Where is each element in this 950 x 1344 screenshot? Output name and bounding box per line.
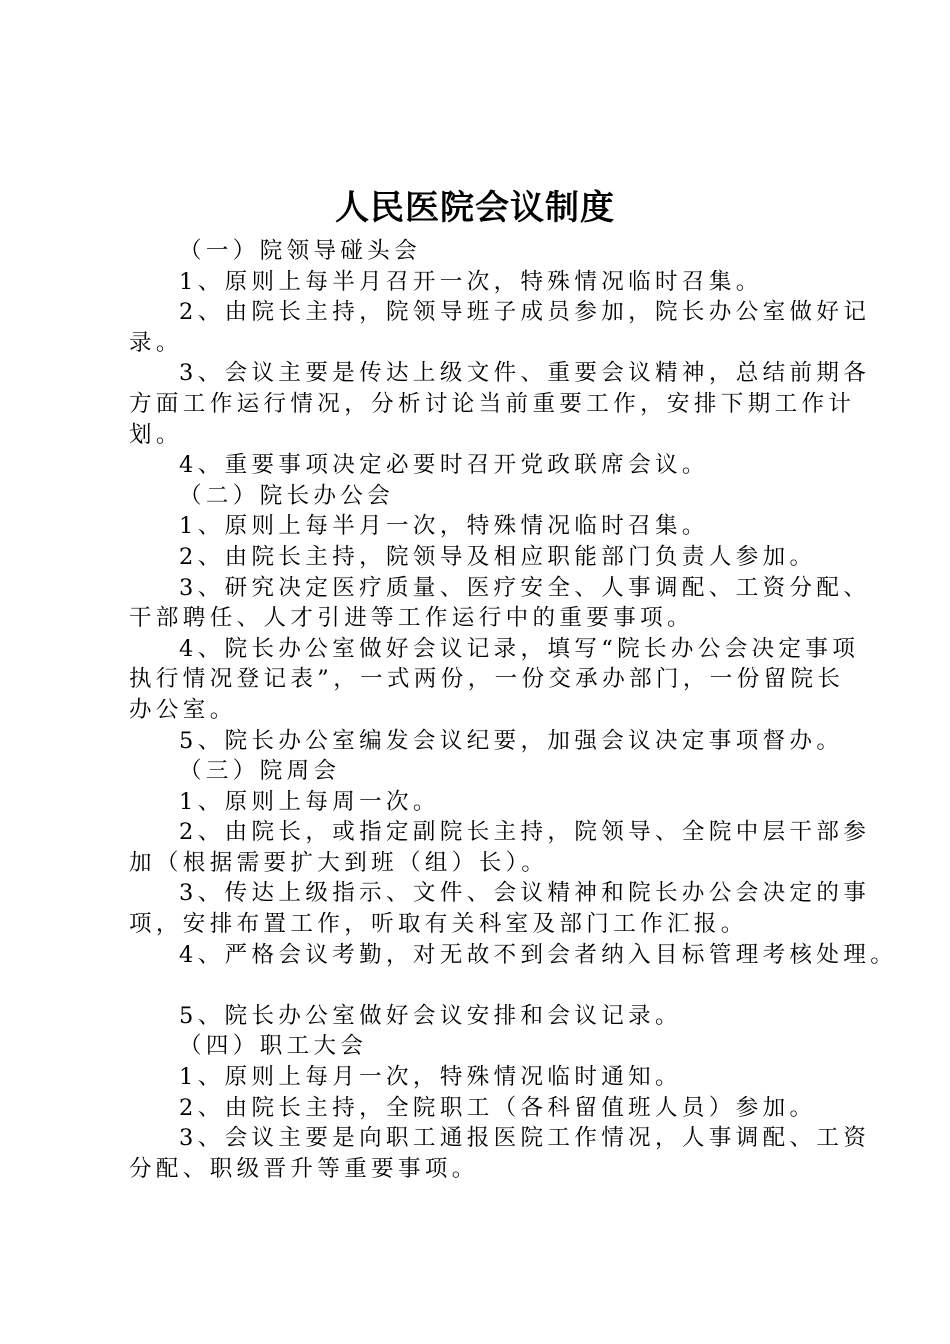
paragraph-line: 2、由院长主持，院领导班子成员参加，院长办公室做好记 xyxy=(179,299,871,326)
paragraph-line: 4、院长办公室做好会议记录，填写“院长办公会决定事项 xyxy=(179,635,860,662)
paragraph-line: 方面工作运行情况，分析讨论当前重要工作，安排下期工作计 xyxy=(129,390,856,417)
paragraph-line: 3、传达上级指示、文件、会议精神和院长办公会决定的事 xyxy=(179,880,871,907)
paragraph-line: 1、原则上每半月一次，特殊情况临时召集。 xyxy=(179,513,709,540)
section-heading: （二）院长办公会 xyxy=(179,482,395,509)
section-heading: （三）院周会 xyxy=(179,758,341,785)
paragraph-line: 5、院长办公室编发会议纪要，加强会议决定事项督办。 xyxy=(179,727,844,754)
paragraph-line: 1、原则上每月一次，特殊情况临时通知。 xyxy=(179,1064,682,1091)
paragraph-line: 办公室。 xyxy=(129,696,237,723)
paragraph-line: 干部聘任、人才引进等工作运行中的重要事项。 xyxy=(129,605,694,632)
blank-line xyxy=(129,970,834,1001)
paragraph-line: 1、原则上每周一次。 xyxy=(179,788,440,815)
paragraph-line: 3、会议主要是向职工通报医院工作情况，人事调配、工资 xyxy=(179,1125,871,1152)
paragraph-line: 加（根据需要扩大到班（组）长）。 xyxy=(129,849,549,876)
paragraph-line: 3、会议主要是传达上级文件、重要会议精神，总结前期各 xyxy=(179,360,871,387)
paragraph-line: 3、研究决定医疗质量、医疗安全、人事调配、工资分配、 xyxy=(179,574,871,601)
document-title: 人民医院会议制度 xyxy=(335,188,615,228)
paragraph-line: 划。 xyxy=(129,421,183,448)
section-heading: （四）职工大会 xyxy=(179,1033,368,1060)
paragraph-line: 录。 xyxy=(129,329,183,356)
paragraph-line: 执行情况登记表”，一式两份，一份交承办部门，一份留院长 xyxy=(129,666,845,693)
paragraph-line: 2、由院长主持，全院职工（各科留值班人员）参加。 xyxy=(179,1094,817,1121)
paragraph-line: 2、由院长主持，院领导及相应职能部门负责人参加。 xyxy=(179,543,817,570)
document-body xyxy=(129,236,898,1184)
paragraph-line: 4、重要事项决定必要时召开党政联席会议。 xyxy=(179,452,709,479)
paragraph-line: 4、严格会议考勤，对无故不到会者纳入目标管理考核处理。 xyxy=(179,941,898,968)
section-heading: （一）院领导碰头会 xyxy=(179,238,422,264)
paragraph-line: 项，安排布置工作，听取有关科室及部门工作汇报。 xyxy=(129,911,748,938)
paragraph-line: 5、院长办公室做好会议安排和会议记录。 xyxy=(179,1002,682,1029)
paragraph-line: 分配、职级晋升等重要事项。 xyxy=(129,1155,479,1182)
paragraph-line: 1、原则上每半月召开一次，特殊情况临时召集。 xyxy=(179,268,763,295)
paragraph-line: 2、由院长，或指定副院长主持，院领导、全院中层干部参 xyxy=(179,819,871,846)
